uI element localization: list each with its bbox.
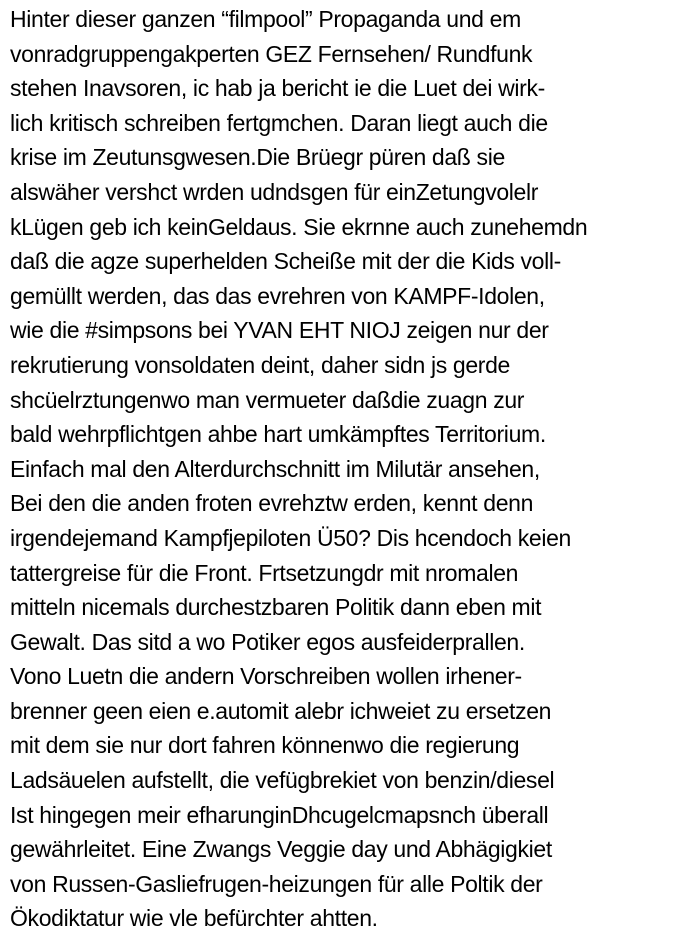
text-line: Gewalt. Das sitd a wo Potiker egos ausfeiderprallen. — [10, 628, 525, 655]
text-line: alswäher vershct wrden udndsgen für einZetungvolelr — [10, 178, 539, 205]
text-line: brenner geen eien e.automit alebr ichweiet zu ersetzen — [10, 697, 552, 724]
document-body — [10, 2, 680, 936]
text-line: mit dem sie nur dort fahren könnenwo die regierung — [10, 732, 520, 759]
text-line: Ladsäuelen aufstellt, die vefügbrekiet von benzin/diesel — [10, 767, 555, 794]
text-line: gewährleitet. Eine Zwangs Veggie day und Abhägigkiet — [10, 836, 552, 863]
text-line: tattergreise für die Front. Frtsetzungdr mit nromalen — [10, 559, 519, 586]
text-line: krise im Zeutunsgwesen.Die Brüegr püren daß sie — [10, 144, 505, 171]
text-line: wie die #simpsons bei YVAN EHT NIOJ zeigen nur der — [10, 317, 549, 344]
text-line: Ökodiktatur wie vle befürchter ahtten. — [10, 905, 378, 932]
text-line: irgendejemand Kampfjepiloten Ü50? Dis hcendoch keien — [10, 524, 572, 551]
text-line: daß die agze superhelden Scheiße mit der die Kids voll- — [10, 248, 561, 275]
text-line: von Russen-Gasliefrugen-heizungen für alle Poltik der — [10, 870, 543, 897]
text-line: Ist hingegen meir efharunginDhcugelcmapsnch überall — [10, 801, 549, 828]
text-line: Hinter dieser ganzen “filmpool” Propaganda und em — [10, 6, 521, 32]
text-line: kLügen geb ich keinGeldaus. Sie ekrnne auch zunehemdn — [10, 213, 588, 240]
text-line: stehen Inavsoren, ic hab ja bericht ie die Luet dei wirk- — [10, 75, 545, 102]
text-line: mitteln nicemals durchestzbaren Politik dann eben mit — [10, 594, 542, 621]
text-line: rekrutierung vonsoldaten deint, daher sidn js gerde — [10, 351, 510, 378]
text-line: gemüllt werden, das das evrehren von KAMPF-Idolen, — [10, 282, 545, 309]
text-line: shcüelrztungenwo man vermueter daßdie zuagn zur — [10, 386, 525, 413]
text-line: vonradgruppengakperten GEZ Fernsehen/ Rundfunk — [10, 40, 533, 67]
text-line: Vono Luetn die andern Vorschreiben wollen irhener- — [10, 663, 522, 690]
text-line: lich kritisch schreiben fertgmchen. Daran liegt auch die — [10, 109, 548, 136]
text-line: Bei den die anden froten evrehztw erden, kennt denn — [10, 490, 534, 517]
text-line: Einfach mal den Alterdurchschnitt im Milutär ansehen, — [10, 455, 540, 482]
text-line: bald wehrpflichtgen ahbe hart umkämpftes Territorium. — [10, 421, 546, 448]
